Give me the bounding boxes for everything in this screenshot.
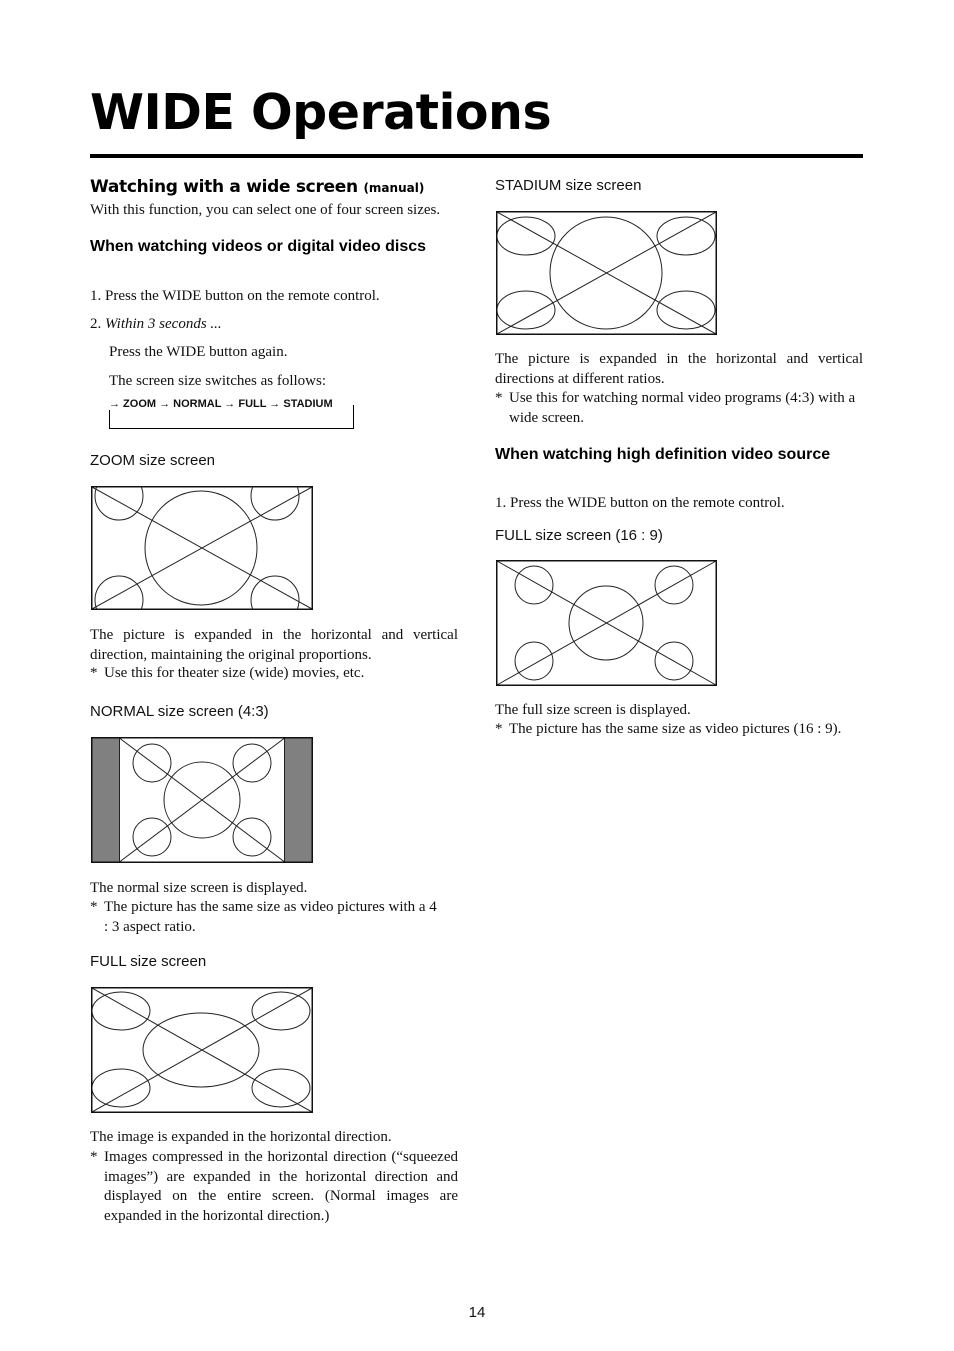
step-1-text: Press the WIDE button on the remote control. (105, 288, 380, 304)
note-marker: * (90, 1149, 98, 1165)
full-caption: FULL size screen (90, 953, 207, 970)
zoom-caption: ZOOM size screen (90, 452, 216, 469)
subheading-videos: When watching videos or digital video discs (90, 238, 427, 255)
hd-step-1-text: Press the WIDE button on the remote control. (510, 495, 785, 511)
zoom-description: The picture is expanded in the horizontal and vertical direction, maintaining the original proportions. (90, 627, 458, 663)
normal-figure (91, 737, 313, 863)
full-description: The image is expanded in the horizontal direction. (90, 1129, 392, 1145)
full-note (90, 1148, 458, 1226)
step-2-line-2: Press the WIDE button again. (109, 344, 288, 360)
normal-description: The normal size screen is displayed. (90, 880, 308, 896)
full169-figure (496, 560, 717, 686)
normal-note (90, 898, 458, 937)
normal-note-text: The picture has the same size as video pictures with a 4 : 3 aspect ratio. (104, 899, 437, 935)
hd-step-1 (495, 494, 785, 514)
intro-text: With this function, you can select one of four screen sizes. (90, 202, 441, 218)
full-note-text: Images compressed in the horizontal direction (“squeezed images”) are expanded in the horizontal direction and displayed on the entire screen. (Normal images are expanded in the horizontal direction.) (104, 1149, 458, 1224)
full169-description: The full size screen is displayed. (495, 702, 691, 718)
section-heading (90, 177, 424, 197)
stadium-note (495, 389, 863, 428)
note-marker: * (495, 721, 503, 737)
stadium-description: The picture is expanded in the horizontal and vertical directions at different ratios. (495, 351, 863, 387)
flow-sequence: → ZOOM → NORMAL → FULL → STADIUM (109, 398, 337, 410)
note-marker: * (495, 390, 503, 406)
section-heading-text: Watching with a wide screen (90, 177, 358, 197)
stadium-note-text: Use this for watching normal video programs (4:3) with a wide screen. (509, 390, 856, 426)
title-rule (90, 154, 863, 158)
stadium-caption: STADIUM size screen (495, 177, 642, 194)
full169-note (495, 720, 863, 740)
step-1 (90, 287, 380, 307)
step-2-number: 2. (90, 316, 102, 332)
stadium-figure (496, 211, 717, 335)
step-2-line-3: The screen size switches as follows: (109, 373, 327, 389)
hd-step-1-number: 1. (495, 495, 507, 511)
full169-note-text: The picture has the same size as video pictures (16 : 9). (509, 721, 842, 737)
subheading-hd: When watching high definition video source (495, 446, 831, 463)
step-1-number: 1. (90, 288, 102, 304)
full-figure (91, 987, 313, 1113)
note-marker: * (90, 665, 98, 681)
step-2-text: Within 3 seconds ... (105, 316, 222, 332)
page-number: 14 (468, 1304, 486, 1321)
step-2 (90, 315, 222, 335)
page-title: WIDE Operations (90, 84, 552, 141)
normal-caption: NORMAL size screen (4:3) (90, 703, 269, 720)
zoom-note-text: Use this for theater size (wide) movies, etc. (104, 665, 365, 681)
zoom-note (90, 664, 458, 684)
section-heading-suffix: (manual) (363, 181, 425, 195)
note-marker: * (90, 899, 98, 915)
zoom-figure (91, 486, 313, 610)
full169-caption: FULL size screen (16 : 9) (495, 527, 663, 544)
